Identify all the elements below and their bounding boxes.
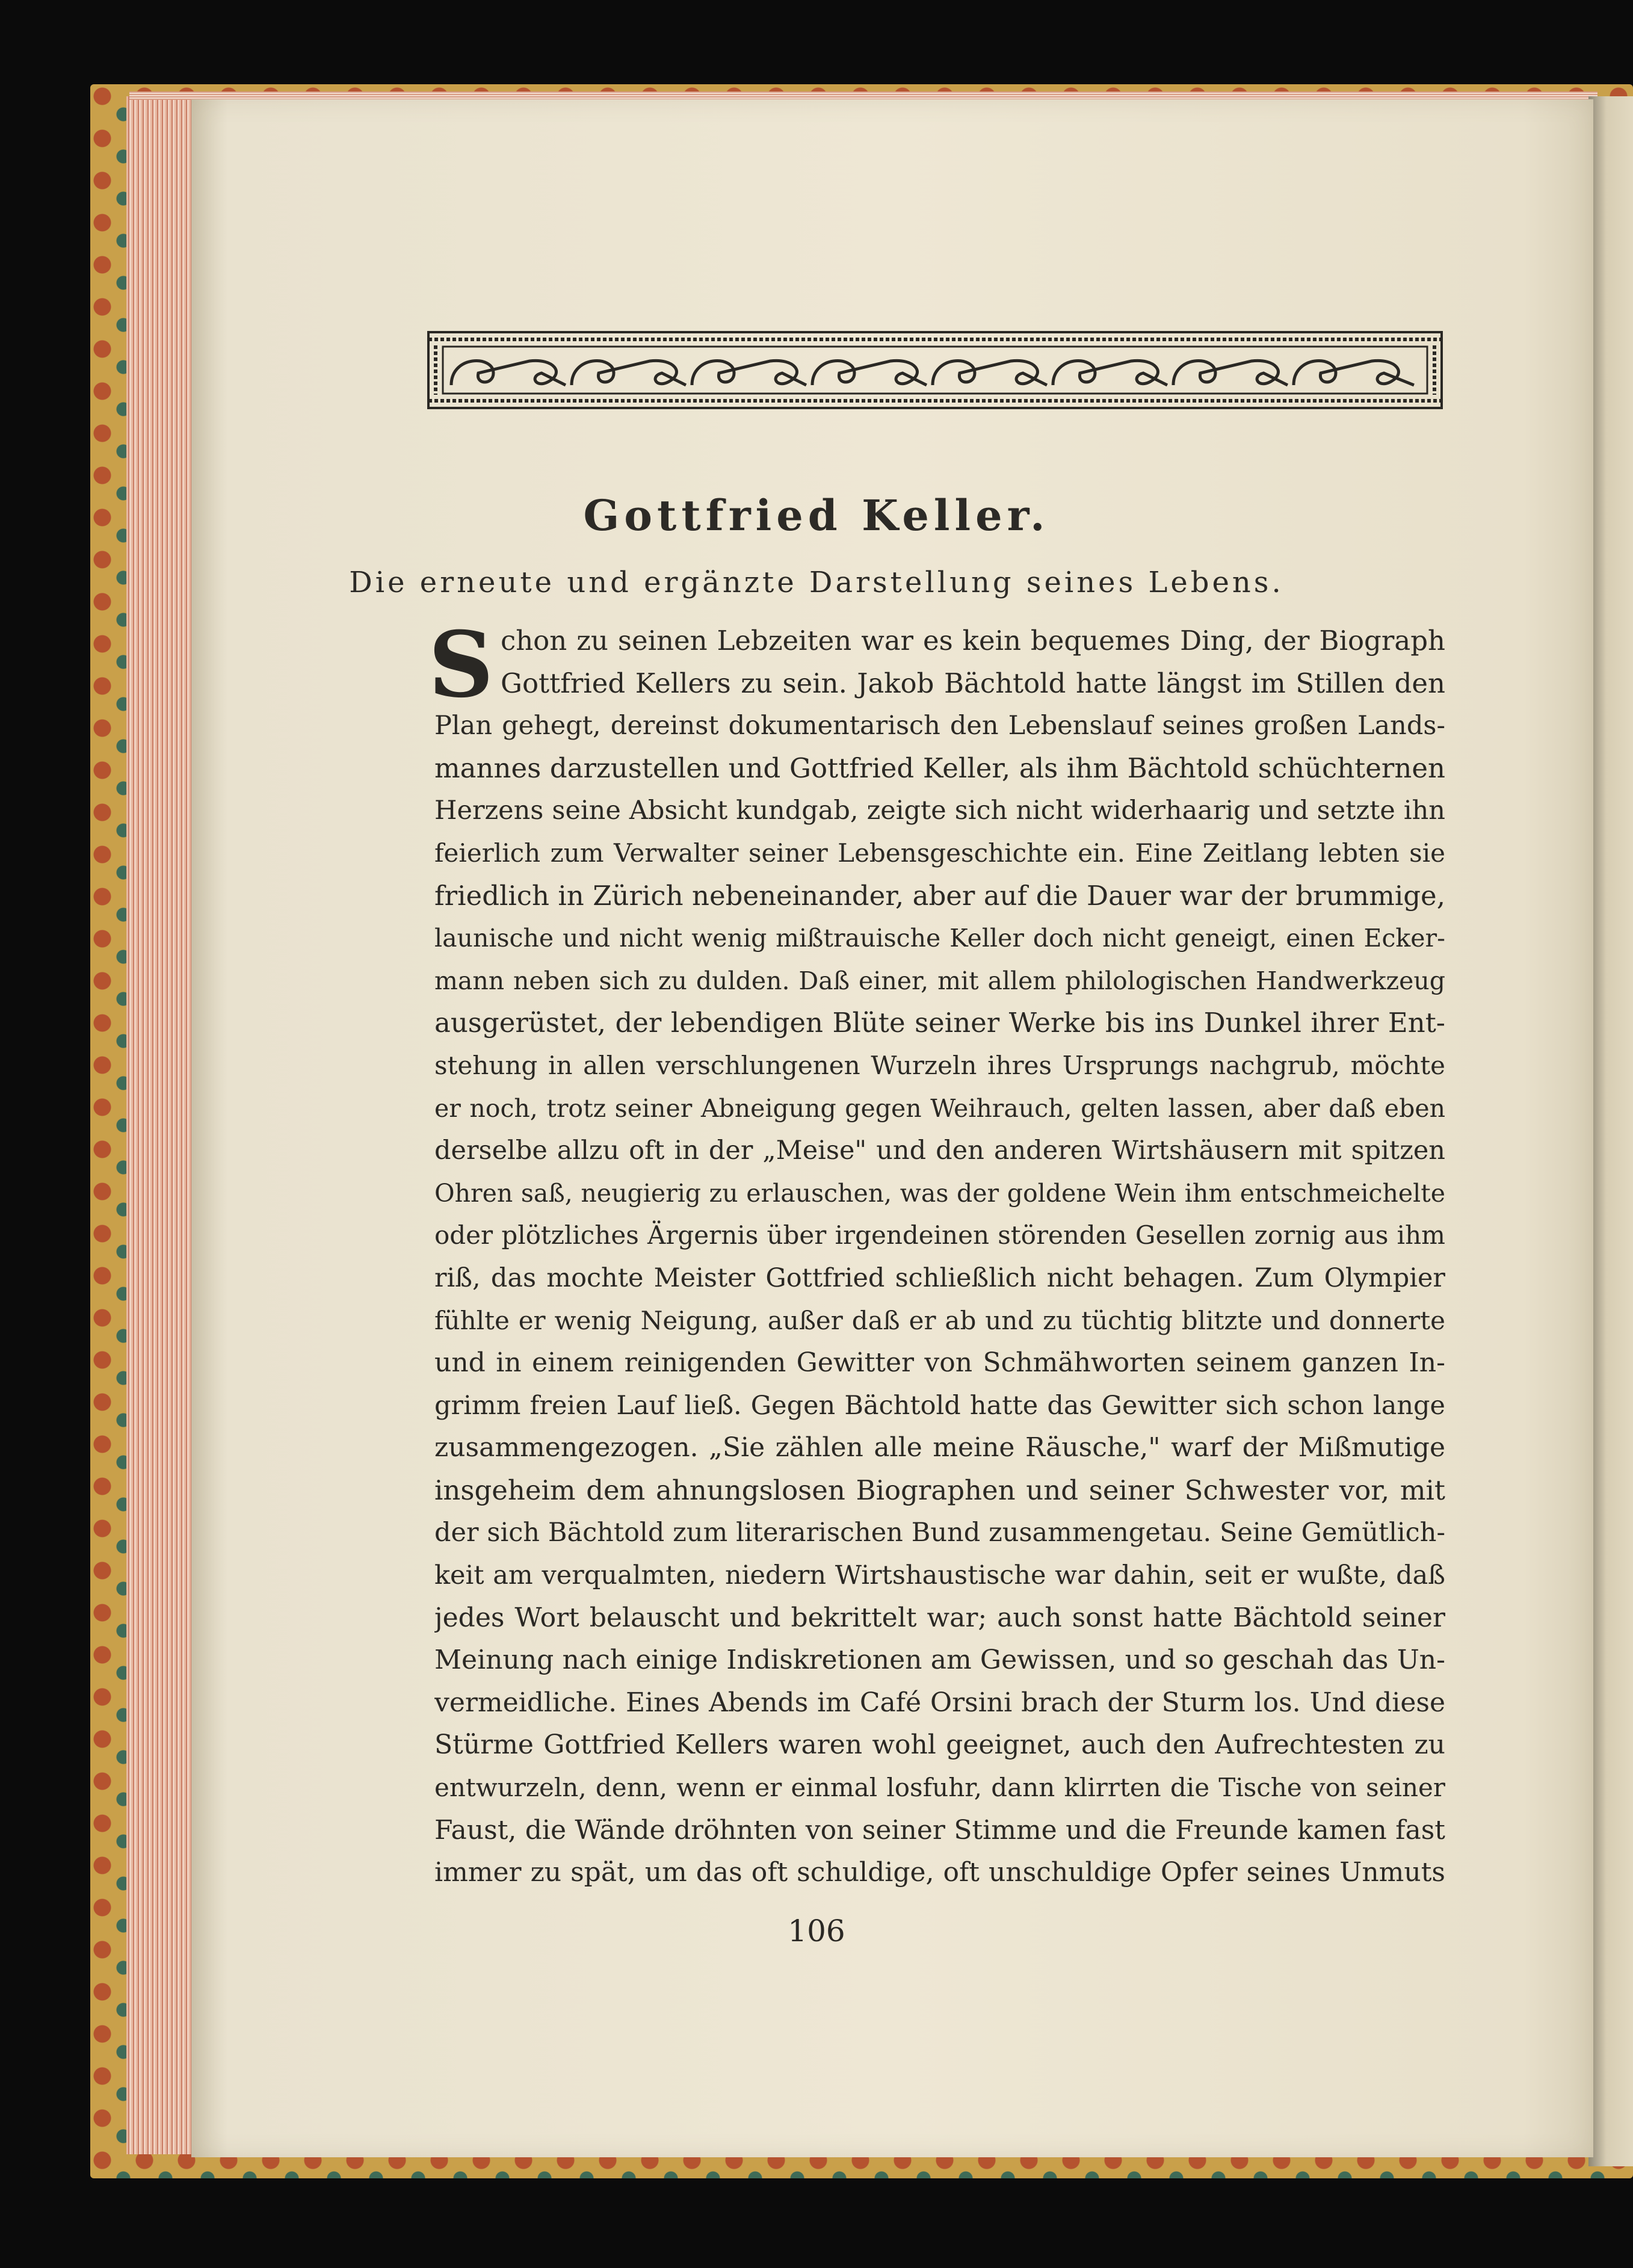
text-line: keit am verqualmten, niedern Wirtshaustische war dahin, seit er wußte, daß [434,1560,1445,1591]
text-line: mann neben sich zu dulden. Daß einer, mit allem philologischen Handwerkzeug [434,966,1445,995]
text-line: Gottfried Kellers zu sein. Jakob Bächtold hatte längst im Stillen den [501,667,1445,699]
text-line: stehung in allen verschlungenen Wurzeln ihres Ursprungs nachgrub, möchte [434,1050,1445,1080]
page-stack-top-edge [129,91,1597,100]
text-line: er noch, trotz seiner Abneigung gegen Weihrauch, gelten lassen, aber daß eben [434,1093,1445,1123]
text-line: immer zu spät, um das oft schuldige, oft unschuldige Opfer seines Unmuts [434,1857,1445,1888]
text-line: insgeheim dem ahnungslosen Biographen und seiner Schwester vor, mit [434,1474,1445,1506]
text-line: entwurzeln, denn, wenn er einmal losfuhr, dann klirrten die Tische von seiner [434,1773,1445,1803]
text-line: riß, das mochte Meister Gottfried schließlich nicht behagen. Zum Olympier [434,1262,1445,1293]
body-text [434,620,1445,1894]
text-line: grimm freien Lauf ließ. Gegen Bächtold hatte das Gewitter sich schon lange [434,1390,1445,1421]
text-line: der sich Bächtold zum literarischen Bund zusammengetau. Seine Gemütlich- [434,1518,1445,1548]
text-line: Herzens seine Absicht kundgab, zeigte sich nicht widerhaarig und setzte ihn [434,796,1445,826]
text-line: derselbe allzu oft in der „Meise" und den anderen Wirtshäusern mit spitzen [434,1136,1445,1166]
text-line: Stürme Gottfried Kellers waren wohl geeignet, auch den Aufrechtesten zu [434,1729,1445,1761]
facing-page-edge [1588,96,1633,2166]
text-line: Faust, die Wände dröhnten von seiner Stimme und die Freunde kamen fast [434,1814,1445,1846]
text-line: Plan gehegt, dereinst dokumentarisch den Lebenslauf seines großen Lands- [434,711,1445,741]
text-line: oder plötzliches Ärgernis über irgendeinen störenden Gesellen zornig aus ihm [434,1220,1445,1250]
text-line: und in einem reinigenden Gewitter von Schmähworten seinem ganzen In- [434,1347,1445,1379]
page-number: 106 [788,1914,845,1948]
text-line: feierlich zum Verwalter seiner Lebensgeschichte ein. Eine Zeitlang lebten sie [434,838,1445,868]
text-line: zusammengezogen. „Sie zählen alle meine Räusche," warf der Mißmutige [434,1432,1445,1463]
text-line: chon zu seinen Lebzeiten war es kein bequemes Ding, der Biograph [501,625,1445,657]
chapter-title: Gottfried Keller. [583,490,1050,540]
decorative-header-ornament [427,331,1443,409]
text-line: launische und nicht wenig mißtrauische Keller doch nicht geneigt, einen Ecker- [434,924,1445,953]
text-line: Meinung nach einige Indiskretionen am Gewissen, und so geschah das Un- [434,1645,1445,1676]
text-line: Ohren saß, neugierig zu erlauschen, was der goldene Wein ihm entschmeichelte [434,1178,1445,1208]
text-line: vermeidliche. Eines Abends im Café Orsini brach der Sturm los. Und diese [434,1687,1445,1718]
text-line: friedlich in Zürich nebeneinander, aber auf die Dauer war der brummige, [434,879,1445,912]
text-line: jedes Wort belauscht und bekrittelt war; auch sonst hatte Bächtold seiner [434,1602,1445,1633]
text-line: mannes darzustellen und Gottfried Keller, als ihm Bächtold schüchternen [434,752,1445,784]
chapter-subtitle: Die erneute und ergänzte Darstellung seines Lebens. [349,566,1284,599]
drop-cap: S [428,612,494,718]
page-stack-edge [126,96,199,2154]
text-line: fühlte er wenig Neigung, außer daß er ab und zu tüchtig blitzte und donnerte [434,1305,1445,1335]
text-line: ausgerüstet, der lebendigen Blüte seiner Werke bis ins Dunkel ihrer Ent- [434,1007,1445,1039]
